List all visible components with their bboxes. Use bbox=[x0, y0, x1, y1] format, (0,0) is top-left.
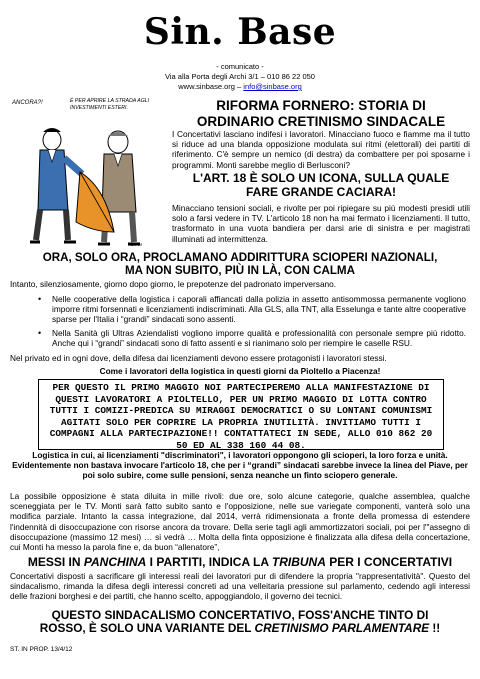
email-link[interactable]: info@sinbase.org bbox=[243, 82, 302, 91]
cartoon bbox=[10, 92, 160, 252]
title-line: ORDINARIO CRETINISMO SINDACALE bbox=[196, 113, 446, 129]
bullet-text: Nelle cooperative della logistica i caporali affiancati dalla polizia in assetto antisommossa permanente vogliono imporre ritmi forsennati e licenziamenti indiscriminati. Alla GLS, alla TNT, alla Esselunga e tante altre cooperative sparse per l'Italia i “grandi” sindacati sono assenti. bbox=[52, 294, 466, 325]
title-sindacalismo bbox=[8, 609, 472, 635]
title-part: PER I CONCERTATIVI bbox=[325, 555, 453, 569]
title-line: RIFORMA FORNERO: STORIA DI bbox=[216, 98, 426, 113]
primo-maggio-box bbox=[38, 379, 444, 450]
title-line: ORA, SOLO ORA, PROCLAMANO ADDIRITTURA SCIOPERI NAZIONALI, bbox=[42, 251, 438, 264]
paragraph-privato: Nel privato ed in ogni dove, della difesa dai licenziamenti devono essere protagonisti i lavoratori stessi. bbox=[10, 353, 387, 363]
title-line: MA NON SUBITO, PIÙ IN LÀ, CON CALMA bbox=[125, 264, 355, 278]
box-text: PER QUESTO IL PRIMO MAGGIO NOI PARTECIPEREMO ALLA MANIFESTAZIONE DI QUESTI LAVORATORI A PIOLTELLO, PER UN PRIMO MAGGIO DI LOTTA CONTRO TUTTI I COMIZI-PREDICA SU MIRAGGI DEMOCRATICI O SU LONTANI COMUNISMI AGITATI SOLO PER COPRIRE LA PROPRIA INUTILITÀ. INVITIAMO TUTTI I COMPAGNI ALLA PARTECIPAZIONE!! CONTATTATECI IN SEDE, ALLO 010 862 20 50 ED AL 338 160 44 08. bbox=[49, 382, 433, 451]
title-part-italic: TRIBUNA bbox=[271, 555, 326, 569]
paragraph-minacciano: Minacciano tensioni sociali, e rivolte per poi ripiegare su più modesti presidi utili solo a farsi vedere in TV. L'articolo 18 non ha mai fermato i licenziamenti. Il tutto, trasformato in una vuota bandiera per darsi arie di sinistra e per magistrati illuminati ad intermittenza. bbox=[172, 203, 470, 244]
title-part: MESSI IN bbox=[27, 555, 84, 569]
title-line: L'ART. 18 È SOLO UN ICONA, SULLA QUALE bbox=[192, 171, 450, 185]
cartoon-signature: ALTAN bbox=[128, 242, 142, 247]
paragraph-logistica-licenziamenti: Logistica in cui, ai licenziamenti "discriminatori", i lavoratori oppongono gli scioperi, la loro forza e unità. Evidentemente non bastava invocare l'articolo 18, che per i “grandi” sindacati sarebbe invece la linea del Piave, per poi solo subire, come sulle pensioni, senza neanche un finto sciopero generale. bbox=[12, 450, 468, 481]
title-panchina bbox=[8, 556, 472, 570]
bullet-icon: • bbox=[38, 328, 42, 338]
paragraph-concertativi: I Concertativi lasciano indifesi i lavoratori. Minacciano fuoco e fiamme ma il tutto si riduce ad una blanda opposizione modulata sui ritmi (elettorali) dei partiti di riferimento. C'è sempre un nemico (di destra) da combattere per poi sposarne i programmi. Monti sarebbe meglio di Berlusconi? bbox=[172, 129, 470, 170]
site-line bbox=[0, 82, 480, 92]
title-line: QUESTO SINDACALISMO CONCERTATIVO, FOSS'ANCHE TINTO DI bbox=[51, 608, 429, 622]
title-part: I PARTITI, INDICA LA bbox=[146, 555, 272, 569]
paragraph-intanto: Intanto, silenziosamente, giorno dopo giorno, le prepotenze del padronato imperversano. bbox=[10, 279, 337, 289]
address: Via alla Porta degli Archi 3/1 – 010 86 22 050 bbox=[165, 72, 315, 81]
title-part-italic: CRETINISMO PARLAMENTARE bbox=[254, 621, 430, 636]
speech-left: ANCORA?! bbox=[12, 100, 43, 106]
bullet-item bbox=[38, 328, 466, 349]
subtitle: - comunicato - bbox=[216, 62, 264, 71]
bullet-text: Nella Sanità gli Ultras Aziendalisti vogliono imporre qualità e professionalità con personale sempre più ridotto. Anche qui i “grandi” sindacati sono di fatto assenti e si rianimano solo per riempire le caselle RSU. bbox=[52, 328, 466, 349]
title-line bbox=[8, 622, 472, 635]
title-line: FARE GRANDE CACIARA! bbox=[246, 184, 396, 199]
paragraph-logistica: Come i lavoratori della logistica in questi giorni da Pioltello a Piacenza! bbox=[99, 366, 381, 376]
paragraph-opposizione: La possibile opposizione è stata diluita in mille rivoli: due ore, solo alcune categorie, qualche assemblea, qualche sceneggiata per le TV. Monti sarà fatto subito santo e l'opposizione, nelle sue variegate componenti, vanterà solo una modifica parziale. Intanto la cassa integrazione, dal 2014, verrà ridimensionata a fronte della promessa di estendere l'indennità di disoccupazione con risorse ancora da trovare. Della serie tagli agli ammortizzatori sociali, poi per l'"assegno di disoccupazione (massimo 12 mesi) … si vedrà … Molta della finta opposizione è finalizzata alla difesa della concertazione, cui Monti ha messo la parola fine e, da buon “allenatore”, bbox=[10, 491, 470, 553]
title-part-italic: PANCHINA bbox=[83, 555, 147, 569]
site-prefix: www.sinbase.org – bbox=[178, 82, 244, 91]
title-scioperi bbox=[8, 251, 472, 277]
speech-right: È PER APRIRE LA STRADA AGLI INVESTIMENTI ESTERI. bbox=[70, 98, 150, 111]
title-art18 bbox=[166, 172, 476, 199]
title-riforma-fornero bbox=[166, 98, 476, 129]
cartoon-illustration bbox=[10, 92, 160, 252]
bullet-item bbox=[38, 294, 466, 325]
bullet-icon: • bbox=[38, 294, 42, 304]
paragraph-concertativi-disposti: Concertativi disposti a sacrificare gli interessi reali dei lavoratori pur di difendere la propria "rappresentatività". Questo del sindacalismo, rimanda la difesa degli interessi concreti ad una velleitaria pressione sul parlamento, cedendo agli interessi delle frazioni borghesi e dei partiti, che hanno scelto, appoggiandolo, il governo dei tecnici. bbox=[10, 571, 470, 602]
footer-print-info: ST. IN PROP. 13/4/12 bbox=[10, 646, 73, 653]
logo: Sin. Base bbox=[143, 11, 337, 53]
title-part: ROSSO, È SOLO UNA VARIANTE DEL bbox=[39, 621, 255, 636]
title-part: !! bbox=[429, 621, 441, 636]
